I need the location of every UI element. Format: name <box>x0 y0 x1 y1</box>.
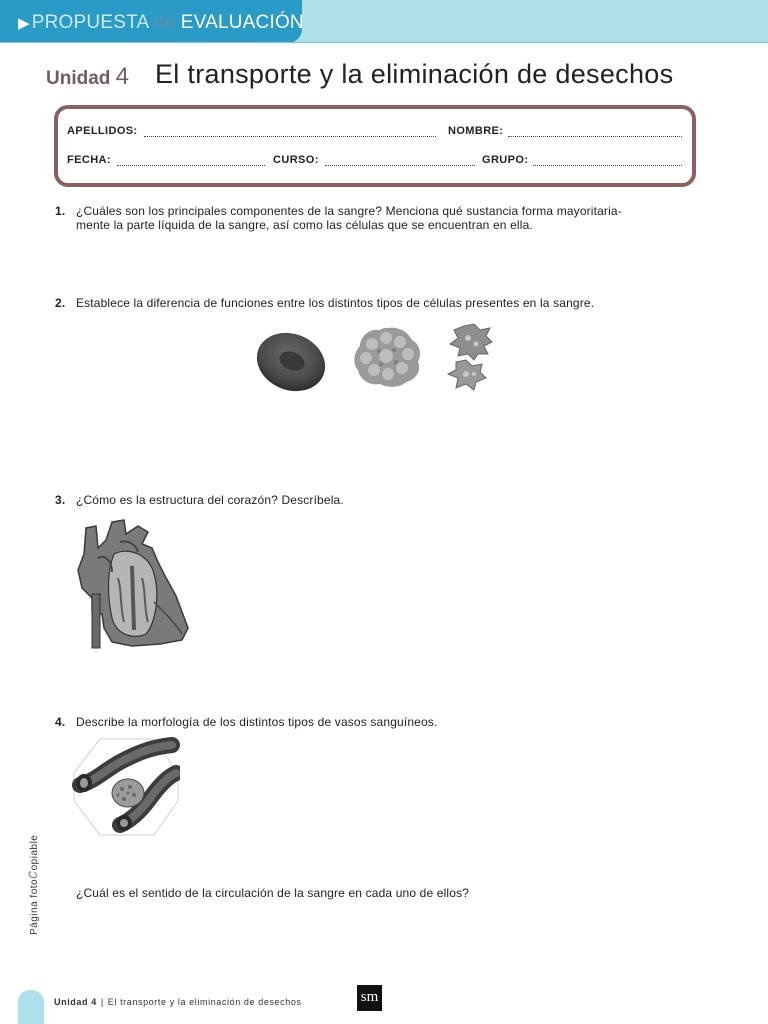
question-2-number: 2. <box>55 296 66 310</box>
question-1-line-1: ¿Cuáles son los principales componentes de la sangre? Menciona qué sustancia forma mayoritaria- <box>76 204 622 218</box>
blood-vessels-icon <box>72 737 180 837</box>
fecha-label: FECHA: <box>67 154 111 166</box>
nombre-field[interactable] <box>508 136 682 137</box>
apellidos-label: APELLIDOS: <box>67 125 138 137</box>
fecha-field[interactable] <box>117 165 265 166</box>
white-blood-cell-icon <box>352 324 424 390</box>
banner-line <box>0 42 768 43</box>
question-3-number: 3. <box>55 493 66 507</box>
question-1-line-2: mente la parte líquida de la sangre, así como las células que se encuentran en ella. <box>76 218 533 232</box>
unit-word: Unidad <box>46 68 111 89</box>
followup-question: ¿Cuál es el sentido de la circulación de la sangre en cada uno de ellos? <box>76 886 470 900</box>
grupo-field[interactable] <box>533 165 682 166</box>
question-3-line-1: ¿Cómo es la estructura del corazón? Descríbela. <box>76 493 344 507</box>
question-4-number: 4. <box>55 715 66 729</box>
side-label-part-1: Página foto <box>29 878 40 935</box>
publisher-logo: sm <box>357 985 382 1011</box>
question-4-line-1: Describe la morfología de los distintos tipos de vasos sanguíneos. <box>76 715 438 729</box>
section-label-part-3: EVALUACIÓN <box>180 12 304 33</box>
student-info-box <box>54 105 696 187</box>
side-label-part-2: c <box>24 870 41 879</box>
page-title: El transporte y la eliminación de desechos <box>155 59 674 89</box>
platelet-icon <box>444 322 496 394</box>
heart-cross-section-icon <box>72 518 192 652</box>
nombre-label: NOMBRE: <box>448 125 504 137</box>
question-1-number: 1. <box>55 204 66 218</box>
footer-text <box>54 997 302 1007</box>
arrow-icon: ▶ <box>18 15 30 32</box>
section-label <box>18 12 304 34</box>
side-label <box>24 835 42 935</box>
footer-unit: Unidad 4 <box>54 997 97 1007</box>
curso-label: CURSO: <box>273 154 319 166</box>
section-label-part-1: PROPUESTA <box>31 12 154 33</box>
footer-separator: | <box>100 997 104 1007</box>
section-label-part-2: de <box>153 12 181 33</box>
footer-tab <box>18 990 44 1024</box>
grupo-label: GRUPO: <box>482 154 529 166</box>
footer-title: El transporte y la eliminación de desechos <box>107 997 302 1007</box>
unit-label <box>46 63 129 91</box>
unit-number: 4 <box>115 63 130 90</box>
red-blood-cell-icon <box>254 330 330 394</box>
question-2-line-1: Establece la diferencia de funciones entre los distintos tipos de células presentes en la sangre. <box>76 296 595 310</box>
apellidos-field[interactable] <box>144 136 436 137</box>
curso-field[interactable] <box>325 165 475 166</box>
side-label-part-3: opiable <box>29 834 40 871</box>
